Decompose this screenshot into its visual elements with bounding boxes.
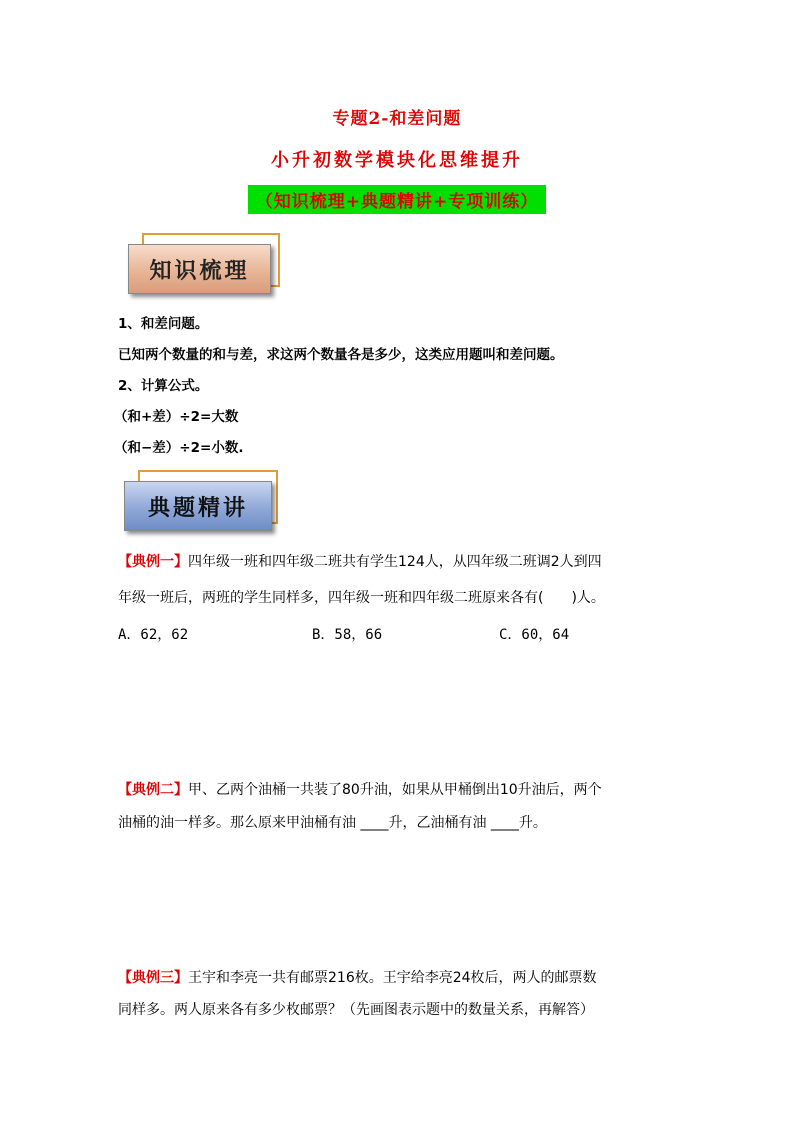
example2-line1 (118, 779, 602, 799)
document-tagline: （知识梳理+典题精讲+专项训练） (248, 185, 547, 214)
example1-line1 (118, 551, 602, 571)
example1-option-c: C．60，64 (499, 627, 570, 643)
example2-text-1: 甲、乙两个油桶一共装了80升油，如果从甲桶倒出10升油后，两个 (188, 782, 602, 798)
knowledge-line-2: 已知两个数量的和与差，求这两个数量各是多少，这类应用题叫和差问题。 (118, 347, 564, 363)
example1-option-a: A．62，62 (118, 627, 189, 643)
section-badge-knowledge: 知识梳理 (128, 244, 271, 294)
formula-small: （和−差）÷2=小数. (114, 440, 244, 456)
formula-large: （和+差）÷2=大数 (114, 409, 239, 425)
document-title: 专题2-和差问题 (332, 109, 462, 129)
tagline-wrapper (0, 185, 794, 214)
knowledge-line-1: 1、和差问题。 (118, 316, 209, 332)
example2-line2: 油桶的油一样多。那么原来甲油桶有油 ____升，乙油桶有油 ____升。 (118, 815, 547, 831)
document-subtitle: 小升初数学模块化思维提升 (271, 150, 523, 171)
example1-tag: 【典例一】 (118, 554, 188, 570)
example3-text-1: 王宇和李亮一共有邮票216枚。王宇给李亮24枚后，两人的邮票数 (188, 970, 597, 986)
example1-line2: 年级一班后，两班的学生同样多，四年级一班和四年级二班原来各有( )人。 (118, 590, 605, 606)
example1-text-1: 四年级一班和四年级二班共有学生124人，从四年级二班调2人到四 (188, 554, 602, 570)
example3-tag: 【典例三】 (118, 970, 188, 986)
knowledge-line-3: 2、计算公式。 (118, 378, 209, 394)
example1-option-b: B．58，66 (312, 627, 383, 643)
example3-line2: 同样多。两人原来各有多少枚邮票？（先画图表示题中的数量关系，再解答） (118, 1002, 594, 1018)
example3-line1 (118, 967, 597, 987)
section-badge-examples: 典题精讲 (124, 481, 272, 531)
example2-tag: 【典例二】 (118, 782, 188, 798)
